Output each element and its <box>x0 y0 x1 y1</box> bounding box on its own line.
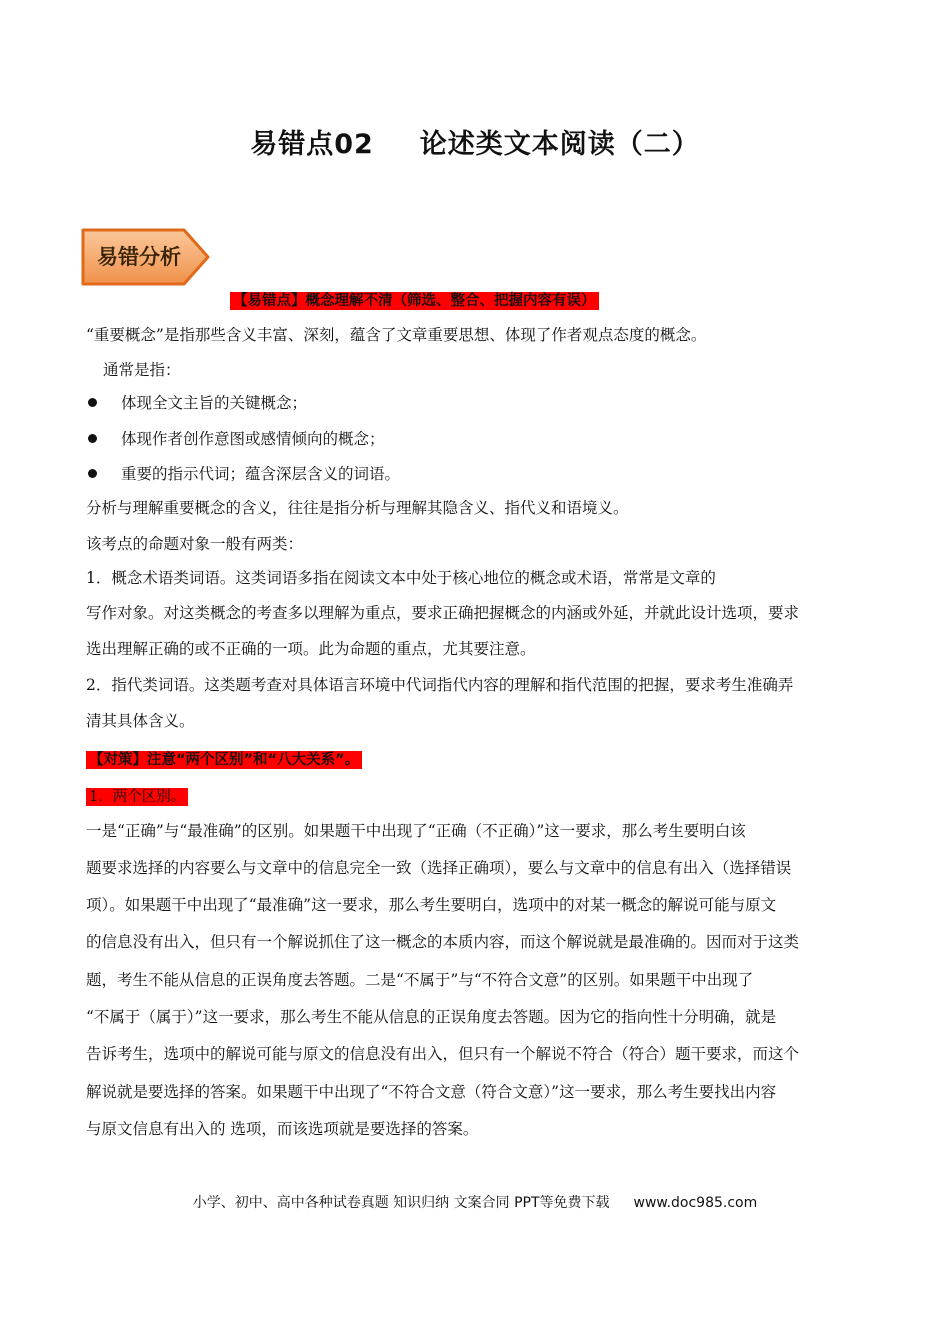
paragraph-line: 与原文信息有出入的 选项，而该选项就是要选择的答案。 <box>86 1120 479 1138</box>
bullet-dot <box>88 398 97 407</box>
targets-text: 该考点的命题对象一般有两类： <box>86 535 304 553</box>
analysis-text: 分析与理解重要概念的含义，往往是指分析与理解其隐含义、指代义和语境义。 <box>86 499 629 517</box>
error-point-heading: 【易错点】概念理解不清（筛选、整合、把握内容有误） <box>230 290 599 311</box>
paragraph-line: 告诉考生，选项中的解说可能与原文的信息没有出入，但只有一个解说不符合（符合）题干要求，而这个 <box>86 1045 800 1063</box>
page-title <box>0 122 950 161</box>
footer <box>0 1192 950 1212</box>
title-sub: 论述类文本阅读（二） <box>419 129 700 160</box>
title-main: 易错点02 <box>250 129 374 160</box>
section-badge <box>80 227 212 287</box>
paragraph-line: 题要求选择的内容要么与文章中的信息完全一致（选择正确项），要么与文章中的信息有出入（选择错误 <box>86 859 792 877</box>
paragraph-line: 一是“正确”与“最准确”的区别。如果题干中出现了“正确（不正确）”这一要求，那么考生要明白该 <box>86 822 746 840</box>
paragraph-line: 项）。如果题干中出现了“最准确”这一要求，那么考生要明白，选项中的对某一概念的解说可能与原文 <box>86 896 777 914</box>
item1-line: 选出理解正确的或不正确的一项。此为命题的重点，尤其要注意。 <box>86 640 536 658</box>
badge-label: 易错分析 <box>97 245 181 269</box>
bullet-item: 体现全文主旨的关键概念； <box>121 394 308 412</box>
footer-url[interactable]: www.doc985.com <box>633 1195 758 1211</box>
bullet-dot <box>88 434 97 443</box>
item2-line: 清其具体含义。 <box>86 712 195 730</box>
strategy-heading: 【对策】注意“两个区别”和“八大关系”。 <box>86 749 362 770</box>
paragraph-line: “不属于（属于）”这一要求，那么考生不能从信息的正误角度去答题。因为它的指向性十分明确，就是 <box>86 1008 777 1026</box>
item1-line: 1．概念术语类词语。这类词语多指在阅读文本中处于核心地位的概念或术语，常常是文章的 <box>86 569 716 587</box>
footer-text: 小学、初中、高中各种试卷真题 知识归纳 文案合同 PPT等免费下载 <box>192 1195 610 1211</box>
paragraph-line: 题，考生不能从信息的正误角度去答题。二是“不属于”与“不符合文意”的区别。如果题干中出现了 <box>86 971 754 989</box>
usually-text: 通常是指： <box>103 361 181 379</box>
bullet-dot <box>88 469 97 478</box>
bullet-item: 体现作者创作意图或感情倾向的概念； <box>121 430 385 448</box>
item1-line: 写作对象。对这类概念的考查多以理解为重点，要求正确把握概念的内涵或外延，并就此设计选项，要求 <box>86 604 800 622</box>
intro-text: “重要概念”是指那些含义丰富、深刻，蕴含了文章重要思想、体现了作者观点态度的概念。 <box>86 326 707 344</box>
paragraph-line: 的信息没有出入，但只有一个解说抓住了这一概念的本质内容，而这个解说就是最准确的。因而对于这类 <box>86 933 800 951</box>
bullet-item: 重要的指示代词；蕴含深层含义的词语。 <box>121 465 401 483</box>
two-differences-heading: 1．两个区别。 <box>86 786 188 807</box>
item2-line: 2．指代类词语。这类题考查对具体语言环境中代词指代内容的理解和指代范围的把握，要求考生准确弄 <box>86 676 794 694</box>
paragraph-line: 解说就是要选择的答案。如果题干中出现了“不符合文意（符合文意）”这一要求，那么考生要找出内容 <box>86 1083 777 1101</box>
